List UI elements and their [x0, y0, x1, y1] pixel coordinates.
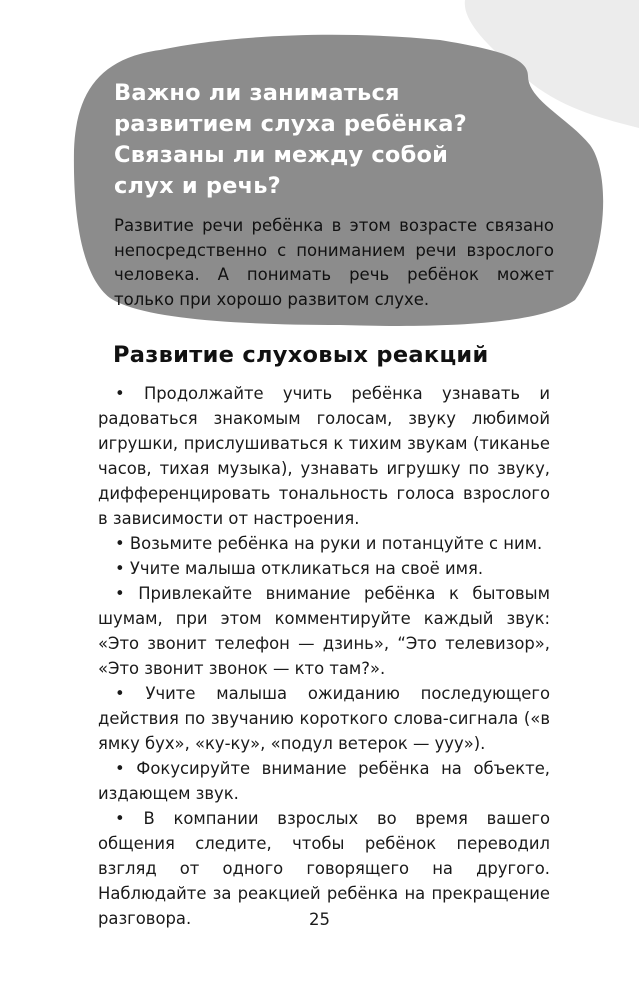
list-item	[98, 381, 550, 531]
page-number: 25	[309, 910, 330, 929]
bullet-icon: •	[115, 759, 125, 778]
list-item	[98, 756, 550, 806]
list-item	[98, 681, 550, 756]
callout-title	[114, 78, 554, 202]
list-item-text: Продолжайте учить ребёнка узнавать и радоваться знакомым голосам, звуку любимой игрушки, прислушиваться к тихим звукам (тиканье часов, тихая музыка), узнавать игрушку по звуку, дифференцировать тональность голоса взрослого в зависимости от настроения.	[98, 384, 550, 528]
bullet-icon: •	[115, 384, 125, 403]
list-item-text: В компании взрослых во время вашего общения следите, чтобы ребёнок переводил взгляд от одного говорящего на другого. Наблюдайте за реакцией ребёнка на прекращение разговора.	[98, 809, 550, 928]
callout-title-line: слух и речь?	[114, 173, 281, 199]
list-item-text: Привлекайте внимание ребёнка к бытовым шумам, при этом комментируйте каждый звук: «Это звонит телефон — дзинь», “Это телевизор», «Это звонит звонок — кто там?».	[98, 584, 550, 678]
callout-text: Развитие речи ребёнка в этом возрасте связано непосредственно с пониманием речи взрослого человека. А понимать речь ребёнок может только при хорошо развитом слухе.	[114, 216, 554, 309]
bullet-icon: •	[115, 809, 125, 828]
bullet-icon: •	[115, 559, 125, 578]
list-item-text: Учите малыша ожиданию последующего действия по звучанию короткого слова-сигнала («в ямку бух», «ку-ку», «подул ветерок — ууу»).	[98, 684, 550, 753]
list-item	[98, 556, 550, 581]
section-body	[98, 381, 550, 931]
section-title: Развитие слуховых реакций	[113, 342, 489, 368]
list-item	[98, 531, 550, 556]
bullet-icon: •	[115, 534, 125, 553]
list-item-text: Возьмите ребёнка на руки и потанцуйте с ним.	[129, 534, 543, 553]
list-item-text: Учите малыша откликаться на своё имя.	[129, 559, 484, 578]
bullet-icon: •	[115, 684, 125, 703]
question-callout	[114, 78, 554, 312]
list-item-text: Фокусируйте внимание ребёнка на объекте, издающем звук.	[98, 759, 550, 803]
callout-title-line: Связаны ли между собой	[114, 142, 449, 168]
list-item	[98, 581, 550, 681]
bullet-icon: •	[115, 584, 125, 603]
callout-title-line: развитием слуха ребёнка?	[114, 111, 467, 137]
callout-title-line: Важно ли заниматься	[114, 80, 400, 106]
